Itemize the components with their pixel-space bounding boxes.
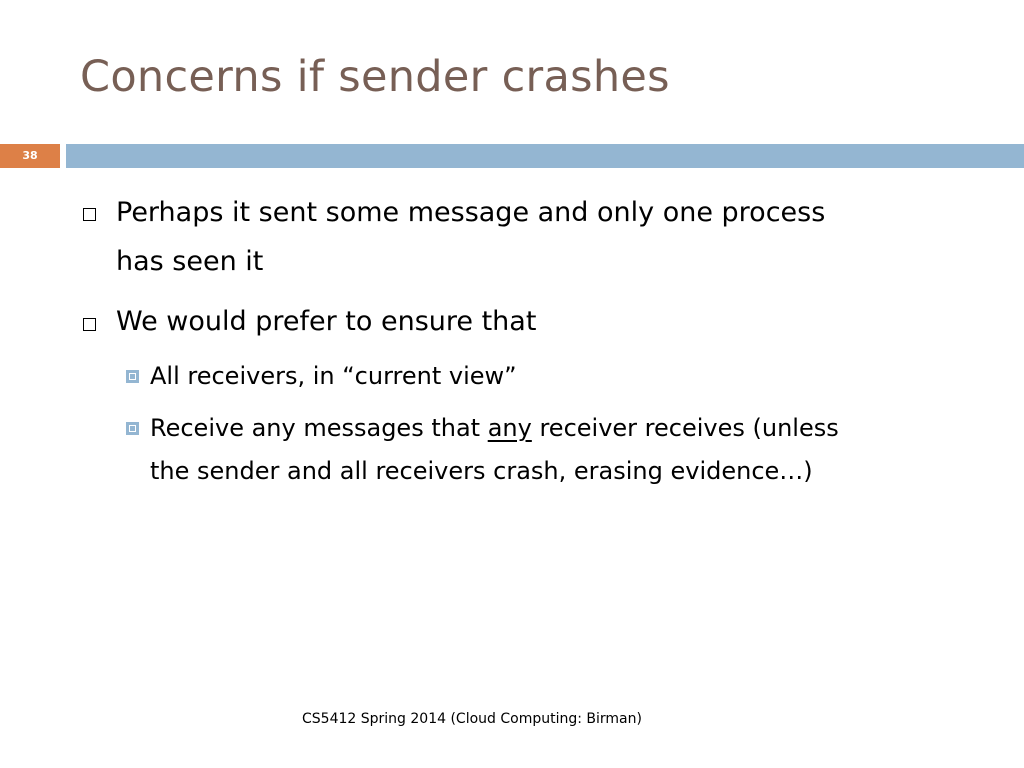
bullet-text-line: We would prefer to ensure that: [116, 306, 537, 337]
filled-square-bullet-icon: [126, 422, 139, 435]
slide-number-badge: 38: [0, 144, 60, 168]
sub-bullet-text-segment: receiver receives (unless: [531, 414, 839, 442]
hollow-square-bullet-icon: [83, 318, 96, 331]
filled-square-bullet-icon: [126, 370, 139, 383]
bullet-text-line: Perhaps it sent some message and only one process: [116, 197, 826, 228]
slide-title: Concerns if sender crashes: [80, 52, 670, 102]
hollow-square-bullet-icon: [83, 208, 96, 221]
sub-bullet-text-line: [150, 407, 839, 450]
sub-bullet-text-line: the sender and all receivers crash, erasing evidence…): [150, 457, 813, 485]
slide-footer: CS5412 Spring 2014 (Cloud Computing: Birman): [302, 711, 642, 727]
sub-bullet-text-segment: Receive any messages that: [150, 414, 488, 442]
bullet-text-line: has seen it: [116, 246, 264, 277]
sub-bullet-text-line: All receivers, in “current view”: [150, 362, 517, 390]
title-divider-bar: [66, 144, 1024, 168]
emphasized-word: any: [487, 414, 532, 442]
